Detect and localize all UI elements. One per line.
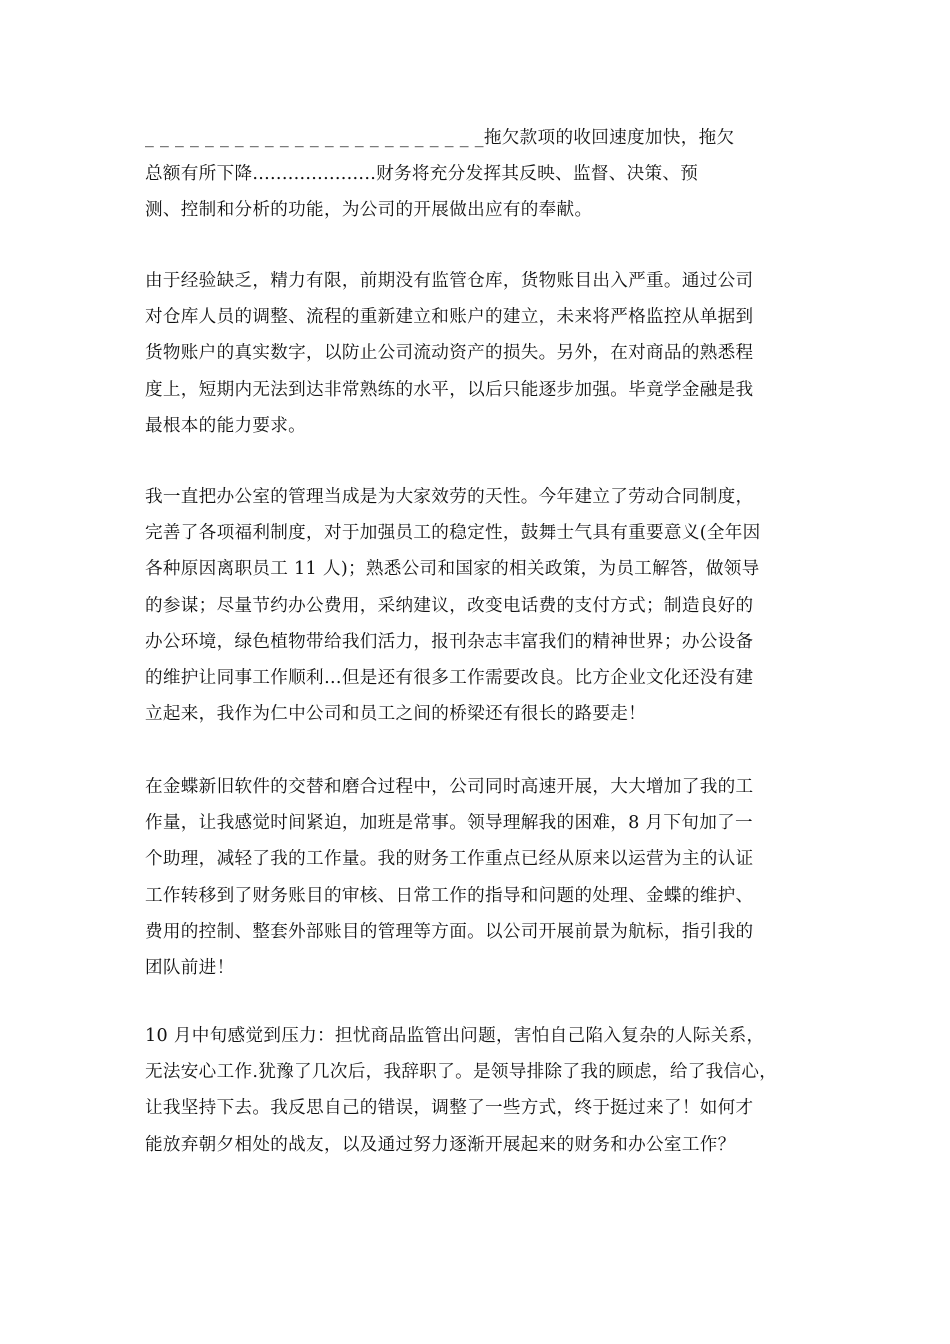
paragraph-warehouse: [145, 263, 815, 444]
paragraph-october-pressure: [145, 1018, 815, 1163]
text-line: 的维护让同事工作顺利…但是还有很多工作需要改良。比方企业文化还没有建: [145, 667, 754, 688]
text-line: 10 月中旬感觉到压力：担忧商品监管出问题，害怕自己陷入复杂的人际关系，: [145, 1026, 765, 1046]
text-line: 货物账户的真实数字，以防止公司流动资产的损失。另外，在对商品的熟悉程: [145, 343, 754, 364]
text-line: 各种原因离职员工 11 人)；熟悉公司和国家的相关政策，为员工解答，做领导: [145, 559, 760, 580]
text-line: 度上，短期内无法到达非常熟练的水平，以后只能逐步加强。毕竟学金融是我: [145, 379, 754, 400]
text-line: 立起来，我作为仁中公司和员工之间的桥梁还有很长的路要走！: [145, 704, 647, 725]
text-line: 个助理，减轻了我的工作量。我的财务工作重点已经从原来以运营为主的认证: [145, 849, 754, 870]
text-line: 工作转移到了财务账目的审核、日常工作的指导和问题的处理、金蝶的维护、: [145, 885, 754, 906]
text-line: 最根本的能力要求。: [145, 415, 307, 436]
text-line: 办公环境，绿色植物带给我们活力，报刊杂志丰富我们的精神世界；办公设备: [145, 631, 754, 652]
text-line: 无法安心工作.犹豫了几次后，我辞职了。是领导排除了我的顾虑，给了我信心，: [145, 1062, 778, 1083]
text-line: 团队前进！: [145, 957, 235, 978]
paragraph-office-management: [145, 479, 815, 732]
paragraph-kingdee-software: [145, 769, 815, 986]
text-line: 我一直把办公室的管理当成是为大家效劳的天性。今年建立了劳动合同制度，: [145, 487, 754, 507]
paragraph-receivables: [145, 120, 815, 229]
text-line: 作量，让我感觉时间紧迫，加班是常事。领导理解我的困难，8 月下旬加了一: [145, 813, 753, 834]
text-line: 测、控制和分析的功能，为公司的开展做出应有的奉献。: [145, 200, 593, 221]
text-line: 在金蝶新旧软件的交替和磨合过程中，公司同时高速开展，大大增加了我的工: [145, 777, 754, 797]
text-line: _ _ _ _ _ _ _ _ _ _ _ _ _ _ _ _ _ _ _ _ _ _ _拖欠款项的收回速度加快，拖欠: [145, 128, 735, 148]
text-line: 对仓库人员的调整、流程的重新建立和账户的建立，未来将严格监控从单据到: [145, 307, 754, 328]
text-line: 总额有所下降.....................财务将充分发挥其反映、监督、决策、预: [145, 164, 699, 185]
text-line: 能放弃朝夕相处的战友，以及通过努力逐渐开展起来的财务和办公室工作？: [145, 1134, 736, 1155]
text-line: 完善了各项福利制度，对于加强员工的稳定性，鼓舞士气具有重要意义(全年因: [145, 523, 761, 544]
text-line: 的参谋；尽量节约办公费用，采纳建议，改变电话费的支付方式；制造良好的: [145, 595, 754, 616]
text-line: 让我坚持下去。我反思自己的错误，调整了一些方式，终于挺过来了！如何才: [145, 1098, 754, 1119]
text-line: 费用的控制、整套外部账目的管理等方面。以公司开展前景为航标，指引我的: [145, 921, 754, 942]
text-line: 由于经验缺乏，精力有限，前期没有监管仓库，货物账目出入严重。通过公司: [145, 271, 754, 291]
